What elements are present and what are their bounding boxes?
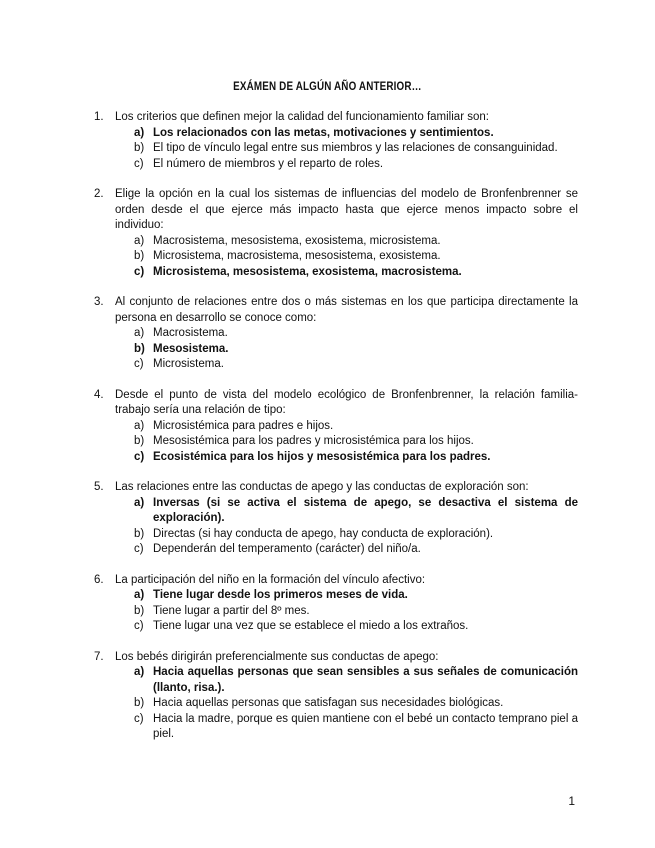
option-b: b) Hacia aquellas personas que satisfagan sus necesidades biológicas. [134, 697, 504, 709]
option-b: b) Tiene lugar a partir del 8º mes. [134, 604, 310, 617]
option-b: b) Mesosistémica para los padres y microsistémica para los hijos. [134, 435, 474, 447]
option-a: a) Hacia aquellas personas que sean sensibles a sus señales de comunicación (llanto, risa.). [134, 666, 578, 694]
question-number: 3. [94, 296, 104, 308]
question-3 [94, 295, 578, 373]
option-c: c) Dependerán del temperamento (carácter) del niño/a. [134, 543, 421, 555]
option-b: b) Microsistema, macrosistema, mesosistema, exosistema. [134, 250, 441, 262]
option-c: c) Microsistema, mesosistema, exosistema, macrosistema. [134, 265, 462, 278]
option-c: c) Microsistema. [134, 358, 224, 370]
question-number: 7. [94, 650, 104, 663]
option-c: c) El número de miembros y el reparto de roles. [134, 157, 384, 170]
question-text: La participación del niño en la formación del vínculo afectivo: [115, 573, 426, 586]
question-text: Elige la opción en la cual los sistemas de influencias del modelo de Bronfenbrenner se orden desde el que ejerce más impacto hasta que ejerce menos impacto sobre el individuo: [115, 188, 578, 231]
question-4 [94, 388, 578, 466]
question-text: Los bebés dirigirán preferencialmente sus conductas de apego: [115, 650, 439, 663]
page-title: EXÁMEN DE ALGÚN AÑO ANTERIOR… [233, 79, 422, 93]
option-c: c) Hacia la madre, porque es quien mantiene con el bebé un contacto temprano piel a piel. [134, 712, 578, 740]
option-b: b) El tipo de vínculo legal entre sus miembros y las relaciones de consanguinidad. [134, 142, 558, 154]
option-a: a) Macrosistema. [134, 327, 228, 339]
question-6 [94, 573, 578, 635]
question-number: 1. [94, 111, 104, 123]
option-b: b) Directas (si hay conducta de apego, hay conducta de exploración). [134, 527, 494, 540]
option-a: a) Tiene lugar desde los primeros meses de vida. [134, 589, 408, 601]
question-text: Las relaciones entre las conductas de apego y las conductas de exploración son: [115, 481, 529, 493]
question-text: Desde el punto de vista del modelo ecológico de Bronfenbrenner, la relación familia-trabajo sería una relación de tipo: [115, 388, 578, 416]
question-number: 5. [94, 481, 104, 493]
question-text: Los criterios que definen mejor la calidad del funcionamiento familiar son: [115, 111, 489, 123]
option-a: a) Los relacionados con las metas, motivaciones y sentimientos. [134, 126, 494, 139]
question-5 [94, 480, 578, 558]
page-number: 1 [568, 794, 575, 808]
option-b: b) Mesosistema. [134, 342, 229, 355]
question-1 [94, 110, 578, 172]
option-c: c) Ecosistémica para los hijos y mesosistémica para los padres. [134, 450, 491, 463]
question-number: 6. [94, 573, 104, 586]
question-text: Al conjunto de relaciones entre dos o más sistemas en los que participa directamente la persona en desarrollo se conoce como: [115, 296, 578, 324]
option-c: c) Tiene lugar una vez que se establece el miedo a los extraños. [134, 620, 469, 632]
question-list [94, 110, 578, 758]
question-number: 4. [94, 388, 104, 401]
option-a: a) Macrosistema, mesosistema, exosistema, microsistema. [134, 234, 441, 247]
option-a: a) Microsistémica para padres e hijos. [134, 419, 334, 432]
option-a: a) Inversas (si se activa el sistema de apego, se desactiva el sistema de exploración). [134, 496, 578, 524]
question-2 [94, 187, 578, 280]
question-number: 2. [94, 188, 104, 200]
question-7 [94, 650, 578, 743]
